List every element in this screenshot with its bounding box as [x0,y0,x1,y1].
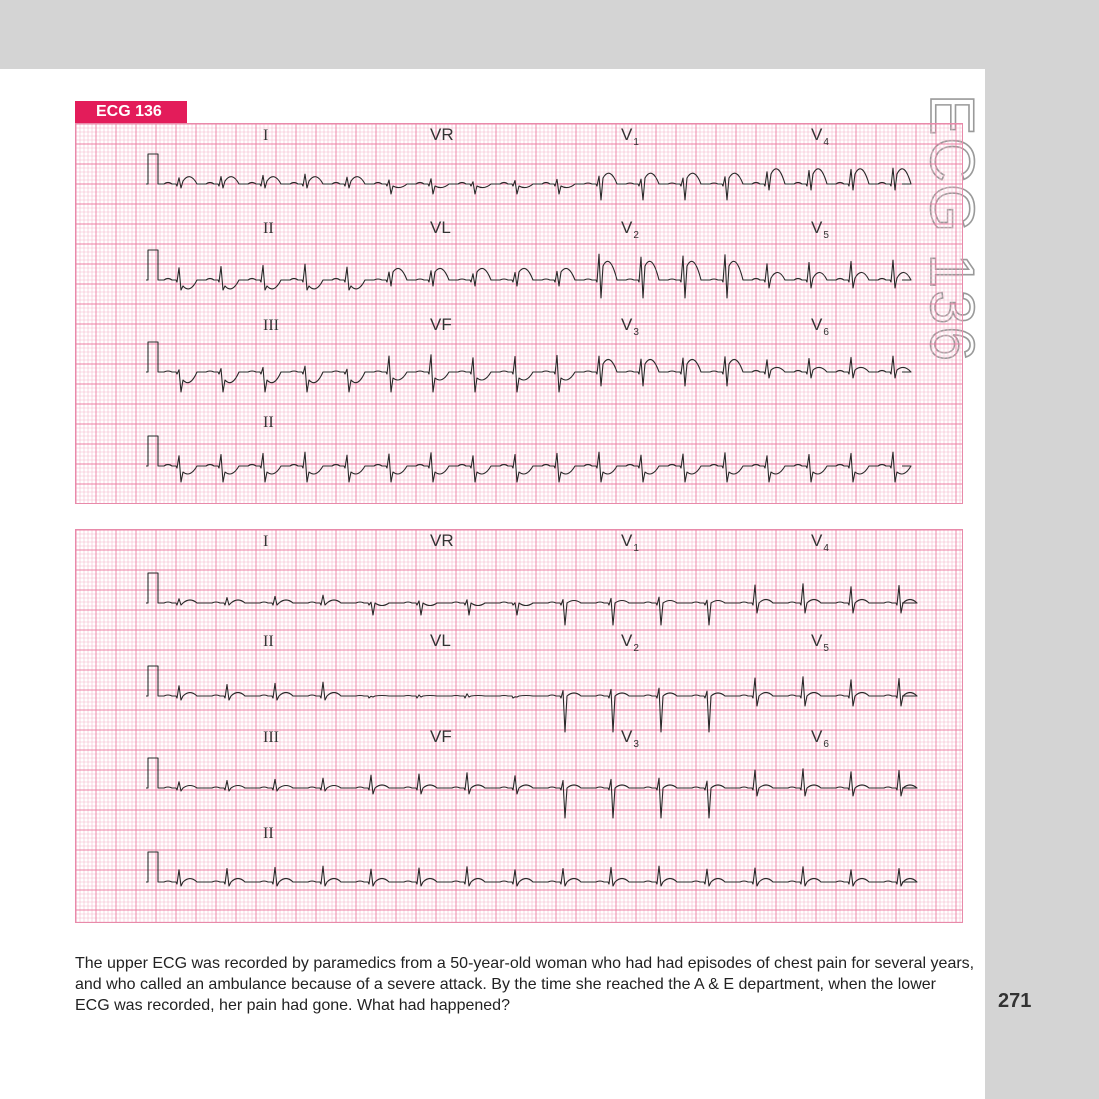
lead-label: $V_4$ [811,125,829,148]
lead-label: $V_6$ [811,727,829,750]
lead-label: $V_6$ [811,315,829,338]
caption: The upper ECG was recorded by paramedics from a 50-year-old woman who had had episodes of chest pain for several years, and who called an ambulance because of a severe attack. By the time she reached the A & E department, when the lower ECG was recorded, her pain had gone. What had happened? [75,955,975,1014]
lead-label: I [263,127,269,144]
ecg-trace [146,852,917,886]
upper-ecg-chart [76,124,962,503]
lead-label: $V_3$ [621,315,639,338]
lower-ecg-chart [76,530,962,922]
ecg-label: ECG 136 [75,101,187,123]
upper-ecg-strip [75,123,963,504]
side-title-text: ECG 136 [917,94,986,364]
lead-label: II [263,633,274,650]
lead-label: II [263,825,274,842]
lower-ecg-strip [75,529,963,923]
lead-label: II [263,220,274,237]
lead-label: $V_4$ [811,531,829,554]
lead-label: $V_2$ [621,218,639,241]
lead-label: VF [430,727,452,746]
lead-label: VL [430,218,451,237]
lead-label: VL [430,631,451,650]
lead-label: VR [430,125,454,144]
lead-label: III [263,317,279,334]
lead-label: II [263,414,274,431]
lead-label: $V_1$ [621,125,639,148]
lead-label: III [263,729,279,746]
side-title [917,84,1055,384]
lead-label: $V_5$ [811,631,829,654]
ecg-trace [146,573,917,625]
top-gray-band [0,0,1099,69]
lead-label: $V_1$ [621,531,639,554]
lead-label: I [263,533,269,550]
lead-label: VF [430,315,452,334]
lead-label: VR [430,531,454,550]
lead-label: $V_3$ [621,727,639,750]
lead-label: $V_5$ [811,218,829,241]
ecg-trace [146,758,917,818]
page-number: 271 [998,990,1032,1012]
lead-label: $V_2$ [621,631,639,654]
upper-grid [76,124,962,503]
lower-grid [76,530,962,922]
